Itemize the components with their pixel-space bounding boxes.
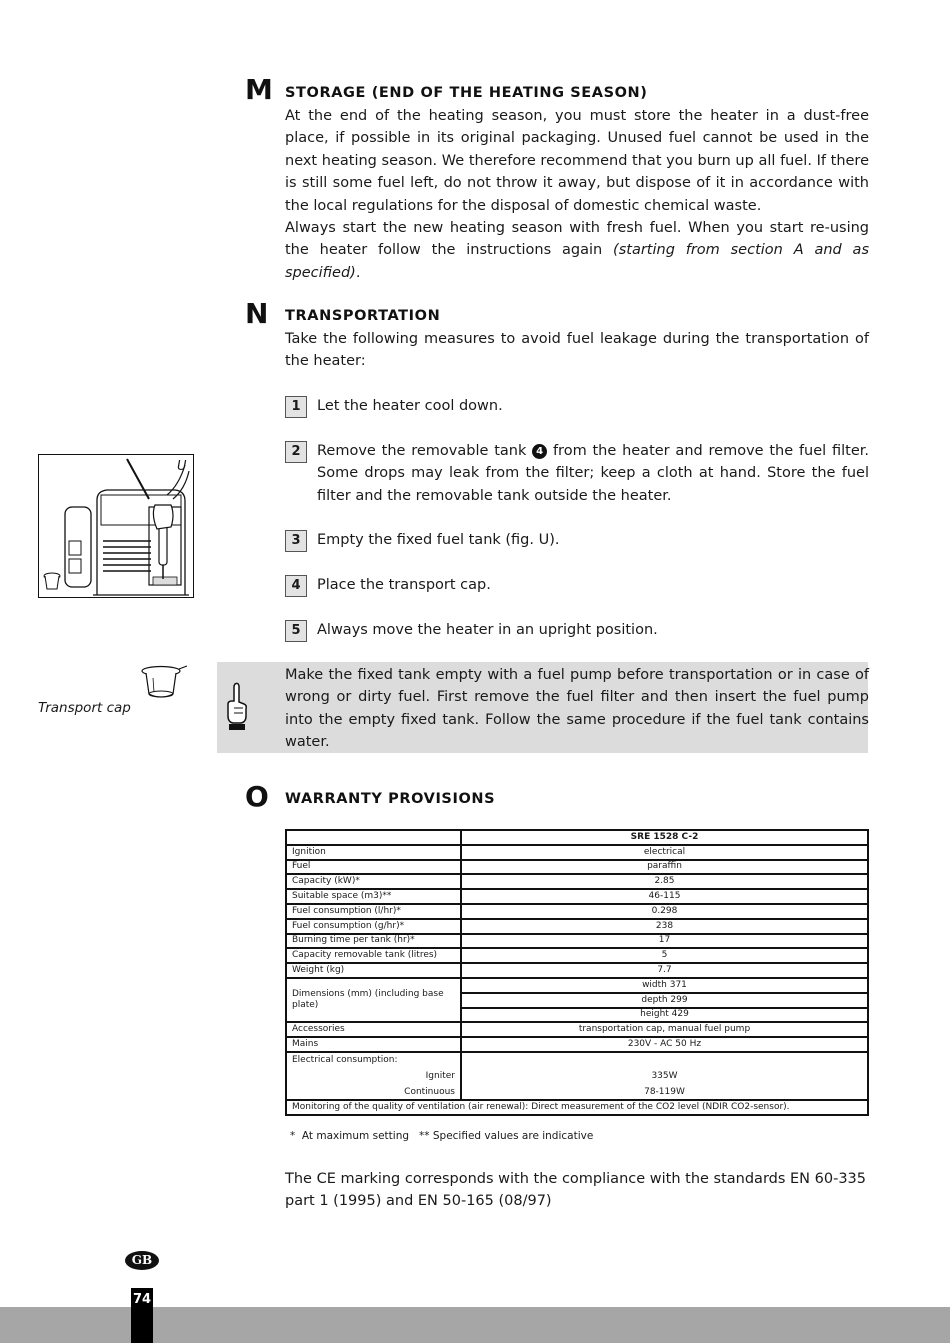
step-number-4: 4 (285, 575, 307, 597)
table-row (286, 1022, 868, 1037)
igniter-value: 335W (651, 1070, 678, 1081)
table-row (286, 860, 868, 875)
storage-text (285, 105, 869, 284)
table-row-monitoring (286, 1100, 868, 1115)
mains-value: 230V - AC 50 Hz (461, 1037, 868, 1052)
electrical-consumption-values (461, 1052, 868, 1100)
section-title-transportation: TRANSPORTATION (285, 308, 441, 324)
row-label: Capacity (kW)* (286, 874, 461, 889)
step-number-2: 2 (285, 441, 307, 463)
step-number-1: 1 (285, 396, 307, 418)
table-row-dimensions (286, 978, 868, 993)
storage-p2-end: . (355, 264, 361, 281)
row-value: 0.298 (461, 904, 868, 919)
section-letter-m: M (245, 73, 273, 106)
table-row (286, 963, 868, 978)
row-label: Ignition (286, 845, 461, 860)
table-row (286, 934, 868, 949)
transport-cap-icon (139, 664, 189, 704)
row-value: paraffin (461, 860, 868, 875)
accessories-label: Accessories (286, 1022, 461, 1037)
row-value: electrical (461, 845, 868, 860)
heater-illustration (39, 455, 192, 596)
section-title-warranty: WARRANTY PROVISIONS (285, 791, 496, 807)
table-row (286, 904, 868, 919)
continuous-label: Continuous (404, 1086, 455, 1097)
dimension-depth: depth 299 (461, 993, 868, 1008)
warning-note-text: Make the fixed tank empty with a fuel pump before transportation or in case of wrong or dirty fuel. First remove the fuel filter and then insert the fuel pump into the empty fixed tank. Follow the same procedure if the fuel tank contains water. (285, 667, 869, 751)
dimensions-label: Dimensions (mm) (including base plate) (286, 978, 461, 1022)
row-label: Fuel consumption (l/hr)* (286, 904, 461, 919)
row-label: Suitable space (m3)** (286, 889, 461, 904)
table-footnote: * At maximum setting ** Specified values are indicative (290, 1130, 594, 1142)
pointing-hand-icon (225, 682, 251, 732)
table-header-row (286, 830, 868, 845)
transportation-intro: Take the following measures to avoid fuel leakage during the transportation of the heater: (285, 331, 869, 370)
step-2-text-after: from the heater and remove the fuel filter. Some drops may leak from the filter; keep a cloth at hand. Store the fuel filter and the removable tank outside the heater. (317, 443, 869, 504)
step-text-2 (317, 440, 869, 507)
storage-p2-italic: (starting from section A and as specified) (285, 242, 869, 281)
specifications-table (285, 829, 869, 1116)
row-value: 7.7 (461, 963, 868, 978)
section-letter-n: N (245, 297, 269, 330)
section-letter-o: O (245, 780, 269, 813)
dimension-width: width 371 (461, 978, 868, 993)
table-row (286, 1037, 868, 1052)
step-text-1: Let the heater cool down. (317, 398, 503, 414)
row-value: 5 (461, 948, 868, 963)
row-value: 46-115 (461, 889, 868, 904)
row-label: Burning time per tank (hr)* (286, 934, 461, 949)
electrical-consumption-label: Electrical consumption: (292, 1054, 398, 1065)
row-label: Fuel consumption (g/hr)* (286, 919, 461, 934)
page-number: 74 (131, 1288, 153, 1343)
accessories-value: transportation cap, manual fuel pump (461, 1022, 868, 1037)
electrical-consumption-cell (286, 1052, 461, 1100)
table-header-empty (286, 830, 461, 845)
row-label: Capacity removable tank (litres) (286, 948, 461, 963)
row-value: 2.85 (461, 874, 868, 889)
figure-u-label: U (177, 459, 187, 474)
storage-paragraph-2 (285, 217, 869, 284)
mains-label: Mains (286, 1037, 461, 1052)
step-text-5: Always move the heater in an upright position. (317, 622, 658, 638)
dimension-height: height 429 (461, 1008, 868, 1023)
continuous-value: 78-119W (644, 1086, 685, 1097)
table-row (286, 845, 868, 860)
step-text-3: Empty the fixed fuel tank (fig. U). (317, 532, 560, 548)
igniter-label: Igniter (425, 1070, 455, 1081)
model-name: SRE 1528 C-2 (461, 830, 868, 845)
ref-number-badge: 4 (532, 444, 547, 459)
table-row (286, 919, 868, 934)
row-value: 17 (461, 934, 868, 949)
table-row (286, 948, 868, 963)
monitoring-text: Monitoring of the quality of ventilation (air renewal): Direct measurement of the CO2 level (NDIR CO2-sensor). (286, 1100, 868, 1115)
language-badge: GB (125, 1251, 159, 1270)
storage-paragraph-1: At the end of the heating season, you must store the heater in a dust-free place, if possible in its original packaging. Unused fuel cannot be used in the next heating season. We therefore recommend that you burn up all fuel. If there is still some fuel left, do not throw it away, but dispose of it in accordance with the local regulations for the disposal of domestic chemical waste. (285, 108, 869, 214)
table-row-electrical (286, 1052, 868, 1100)
step-number-3: 3 (285, 530, 307, 552)
step-2-text-before: Remove the removable tank (317, 443, 533, 459)
row-label: Fuel (286, 860, 461, 875)
section-title-storage: STORAGE (END OF THE HEATING SEASON) (285, 85, 648, 101)
step-text-4: Place the transport cap. (317, 577, 491, 593)
transport-cap-caption: Transport cap (38, 700, 131, 716)
table-row (286, 874, 868, 889)
warning-note-box (217, 662, 868, 753)
row-value: 238 (461, 919, 868, 934)
table-row (286, 889, 868, 904)
ce-marking-text: The CE marking corresponds with the compliance with the standards EN 60-335 part 1 (1995) and EN 50-165 (08/97) (285, 1171, 866, 1210)
storage-p2-text: Always start the new heating season with fresh fuel. When you start re-using the heater follow the instructions again (285, 220, 869, 259)
row-label: Weight (kg) (286, 963, 461, 978)
figure-u (38, 454, 194, 598)
step-number-5: 5 (285, 620, 307, 642)
